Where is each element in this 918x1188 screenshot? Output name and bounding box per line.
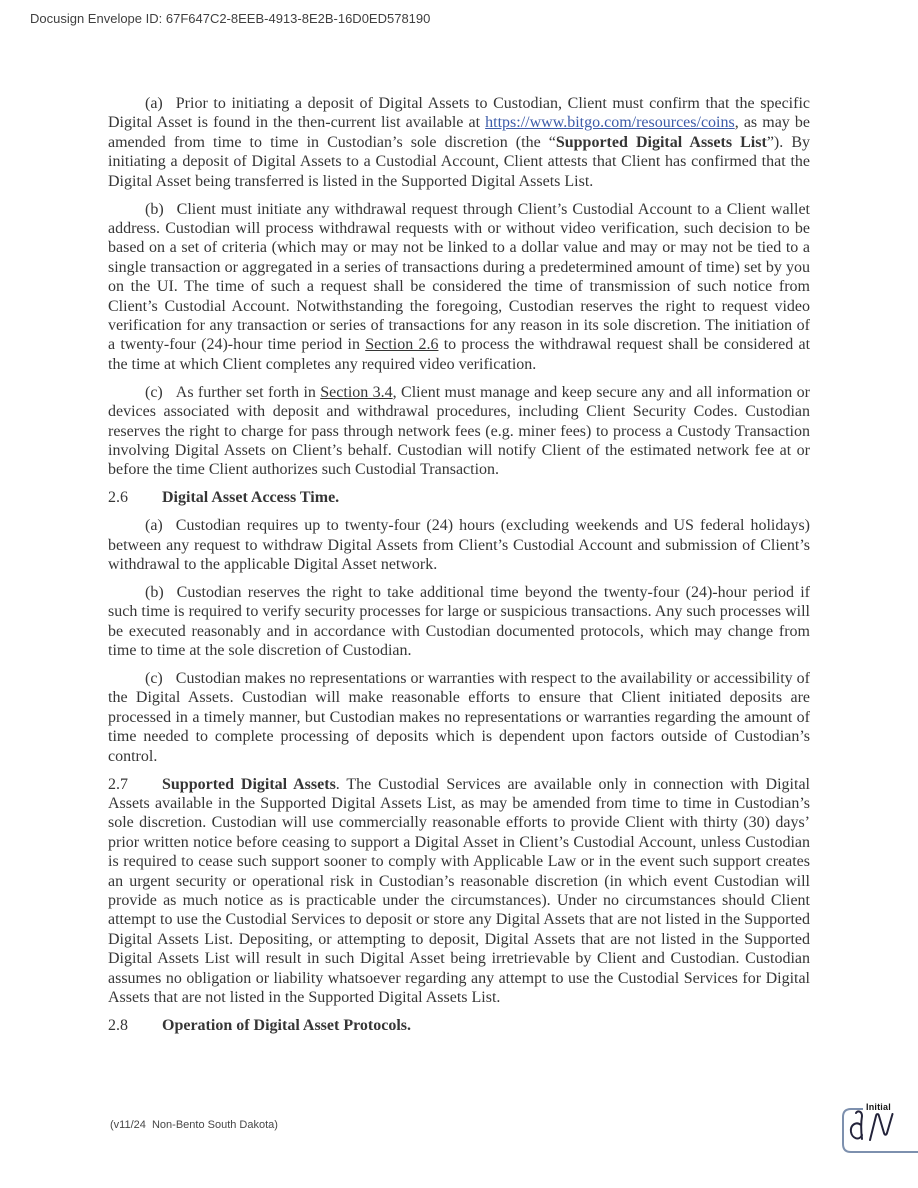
emphasis-text: Operation of Digital Asset Protocols.: [162, 1016, 412, 1034]
text-run: ”). By initiating a deposit of Digital Assets to a Custodial Account, Client attests that Client has confirmed that the Digital Asset being transferred is listed in the Supported Digital Assets List.: [108, 133, 810, 190]
emphasis-text: Supported Digital Assets List: [555, 133, 767, 151]
text-run: As further set forth in: [175, 383, 321, 401]
paragraph: [108, 516, 810, 574]
paragraph: [108, 669, 810, 766]
initial-tab-field[interactable]: [836, 1095, 918, 1165]
paragraph: [108, 200, 810, 375]
initial-tab-label: Initial: [866, 1102, 891, 1112]
section-reference: Section 2.6: [365, 336, 439, 354]
text-run: , as may be amended from time to time in Custodian’s sole discretion (the “: [108, 114, 810, 151]
bitgo-coins-link[interactable]: https://www.bitgo.com/resources/coins: [485, 114, 735, 132]
text-run: , Client must manage and keep secure any and all information or devices associated with deposit and withdrawal procedures, including Client Security Codes. Custodian reserves the right to charge for pass through network fees (e.g. miner fees) to process a Custody Transaction involving Digital Assets on Client’s behalf. Custodian will notify Client of the estimated network fee at or before the time Client authorizes such Custodial Transaction.: [108, 383, 810, 479]
document-body: [108, 94, 810, 1044]
paragraph: [108, 583, 810, 661]
section-heading: [108, 1016, 810, 1035]
footer-version-note: (v11/24 Non-Bento South Dakota): [110, 1119, 278, 1131]
text-run: Custodian reserves the right to take additional time beyond the twenty-four (24)-hour period if such time is required to verify security processes for large or suspicious transactions. Any such processes will be executed reasonably and in accordance with Custodian documented protocols, which may change from time to time at the sole discretion of Custodian.: [108, 583, 810, 660]
emphasis-text: Digital Asset Access Time.: [162, 489, 340, 507]
list-item-label: (c): [145, 383, 163, 401]
text-run: Prior to initiating a deposit of Digital Assets to Custodian, Client must confirm that the specific Digital Asset is found in the then-current list available at: [108, 95, 810, 132]
list-item-label: (b): [145, 583, 164, 601]
section-number: 2.8: [108, 1016, 128, 1034]
list-item-label: (b): [145, 200, 164, 218]
paragraph: [108, 383, 810, 480]
list-item-label: (a): [145, 95, 163, 112]
text-run: Custodian makes no representations or warranties with respect to the availability or accessibility of the Digital Assets. Custodian will make reasonable efforts to ensure that Client initiated deposits are processed in a timely manner, but Custodian makes no representations or warranties regarding the amount of time needed to complete processing of deposits which is dependent upon factors outside of Custodian’s control.: [108, 669, 810, 765]
section-heading: [108, 488, 810, 507]
list-item-label: (c): [145, 669, 163, 687]
text-run: Custodian requires up to twenty-four (24) hours (excluding weekends and US federal holidays) between any request to withdraw Digital Assets from Client’s Custodial Account and submission of Client’s withdrawal to the applicable Digital Asset network.: [108, 517, 810, 573]
text-run: Client must initiate any withdrawal request through Client’s Custodial Account to a Client wallet address. Custodian will process withdrawal requests with or without video verification, such decision to be based on a set of criteria (which may or may not be linked to a dollar value and may or may not be tied to a single transaction or aggregated in a series of transactions during a predetermined amount of time) set by you on the UI. The time of such a request shall be considered the time of transmission of such notice from Client’s Custodial Account. Notwithstanding the foregoing, Custodian reserves the right to request video verification for any transaction or series of transactions for any reason in its sole discretion. The initiation of a twenty-four (24)-hour time period in: [108, 200, 810, 354]
text-run: . The Custodial Services are available only in connection with Digital Assets available in the Supported Digital Assets List, as may be amended from time to time in Custodian’s sole discretion. Custodian will use commercially reasonable efforts to provide Client with thirty (30) days’ prior written notice before ceasing to support a Digital Asset in Client’s Custodial Account, unless Custodian is required to cease such support sooner to comply with Applicable Law or in the event such support creates an urgent security or operational risk in Custodian’s reasonable discretion (in which event Custodian will provide as much notice as is practicable under the circumstances). Under no circumstances should Client attempt to use the Custodial Services to deposit or store any Digital Assets that are not listed in the Supported Digital Assets List. Depositing, or attempting to deposit, Digital Assets that are not listed in the Supported Digital Assets List will result in such Digital Asset being irretrievable by Client and Custodian. Custodian assumes no obligation or liability whatsoever regarding any attempt to use the Custodial Services for Digital Assets that are not listed in the Supported Digital Assets List.: [108, 775, 810, 1006]
list-item-label: (a): [145, 517, 163, 535]
emphasis-text: Supported Digital Assets: [162, 775, 336, 793]
initials-signature: [851, 1111, 893, 1140]
section-reference: Section 3.4: [320, 383, 393, 401]
paragraph: [108, 94, 810, 191]
text-run: to process the withdrawal request shall be considered at the time at which Client completes any required video verification.: [108, 336, 811, 373]
docusign-envelope-id: Docusign Envelope ID: 67F647C2-8EEB-4913-8E2B-16D0ED578190: [30, 11, 431, 26]
paragraph: [108, 775, 810, 1008]
section-number: 2.6: [108, 489, 128, 507]
section-number: 2.7: [108, 775, 128, 793]
